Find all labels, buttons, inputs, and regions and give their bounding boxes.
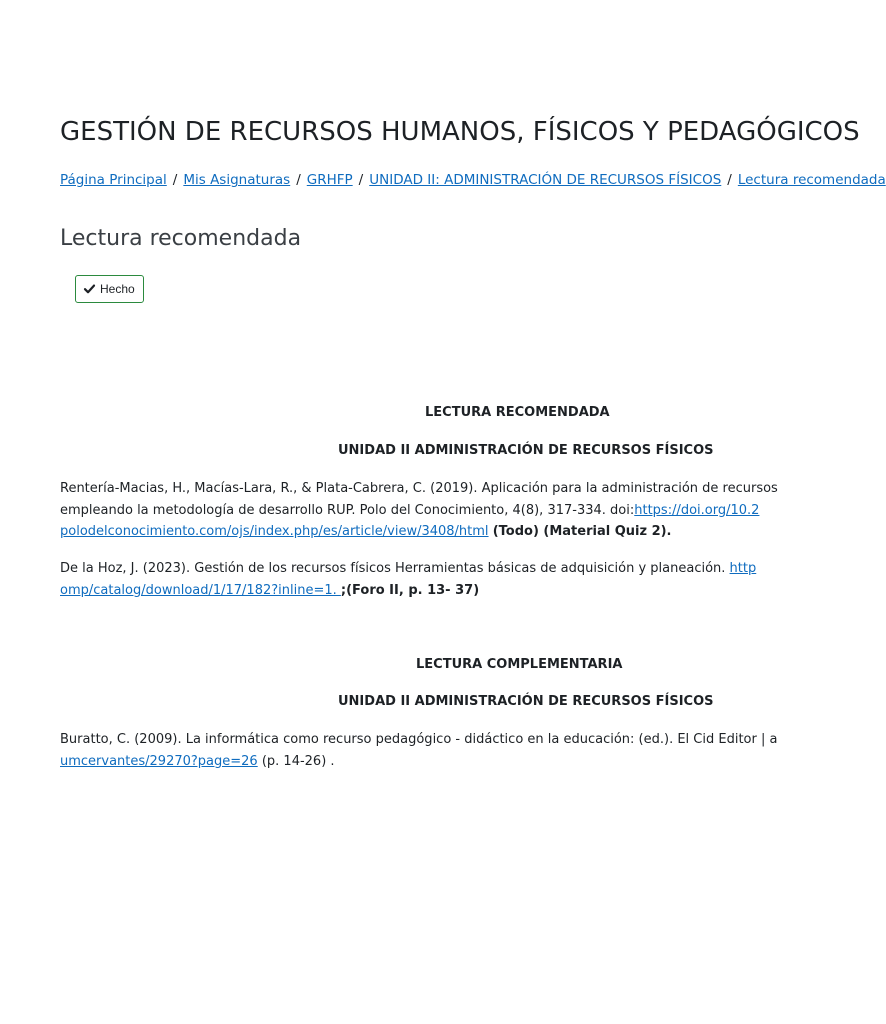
article-link[interactable]: polodelconocimiento.com/ojs/index.php/es/article/view/3408/html	[60, 524, 489, 539]
reference-line	[60, 558, 757, 580]
reference-renteria	[60, 478, 778, 543]
breadcrumb-separator: /	[296, 172, 301, 188]
reference-buratto	[60, 729, 778, 772]
breadcrumb-separator: /	[172, 172, 178, 188]
breadcrumb-my-courses[interactable]: Mis Asignaturas	[183, 172, 291, 188]
reference-line: Buratto, C. (2009). La informática como recurso pedagógico - didáctico en la educación: (ed.). El Cid Editor | a	[60, 732, 778, 747]
done-button[interactable]	[75, 275, 144, 303]
reference-delahoz	[60, 558, 757, 601]
reference-line: Rentería-Macias, H., Macías-Lara, R., & Plata-Cabrera, C. (2019). Aplicación para la administración de recursos	[60, 481, 778, 496]
section-subheading-unit: UNIDAD II ADMINISTRACIÓN DE RECURSOS FÍSICOS	[338, 694, 714, 709]
breadcrumb	[60, 170, 886, 190]
breadcrumb-course[interactable]: GRHFP	[306, 172, 353, 188]
reference-line	[60, 521, 723, 543]
reference-line	[60, 751, 723, 773]
breadcrumb-separator: /	[358, 172, 364, 188]
catalog-link[interactable]: http	[729, 561, 757, 576]
course-title: GESTIÓN DE RECURSOS HUMANOS, FÍSICOS Y PEDAGÓGICOS	[60, 117, 860, 147]
reference-line	[60, 500, 760, 522]
reference-note: ;(Foro II, p. 13- 37)	[340, 582, 480, 598]
library-link[interactable]: umcervantes/29270?page=26	[60, 753, 258, 769]
reference-line	[60, 580, 723, 602]
section-subheading-unit: UNIDAD II ADMINISTRACIÓN DE RECURSOS FÍSICOS	[338, 443, 714, 458]
breadcrumb-unit[interactable]: UNIDAD II: ADMINISTRACIÓN DE RECURSOS FÍSICOS	[369, 172, 722, 188]
check-icon	[84, 284, 95, 294]
reference-text: De la Hoz, J. (2023). Gestión de los recursos físicos Herramientas básicas de adquisición y planeación.	[60, 561, 730, 576]
section-heading-recommended: LECTURA RECOMENDADA	[425, 405, 610, 420]
reference-text: empleando la metodología de desarrollo RUP. Polo del Conocimiento, 4(8), 317-334. doi:	[60, 502, 635, 518]
reference-text: (p. 14-26) .	[257, 753, 335, 769]
activity-title: Lectura recomendada	[60, 226, 302, 251]
done-label: Hecho	[100, 282, 135, 296]
section-heading-complementary: LECTURA COMPLEMENTARIA	[416, 657, 623, 672]
breadcrumb-home[interactable]: Página Principal	[60, 172, 167, 188]
breadcrumb-separator: /	[727, 172, 732, 188]
catalog-link-continued[interactable]: omp/catalog/download/1/17/182?inline=1.	[60, 582, 341, 598]
breadcrumb-activity[interactable]: Lectura recomendada	[737, 172, 886, 188]
reference-note: (Todo) (Material Quiz 2).	[492, 524, 672, 539]
doi-link[interactable]: https://doi.org/10.2	[634, 502, 760, 518]
